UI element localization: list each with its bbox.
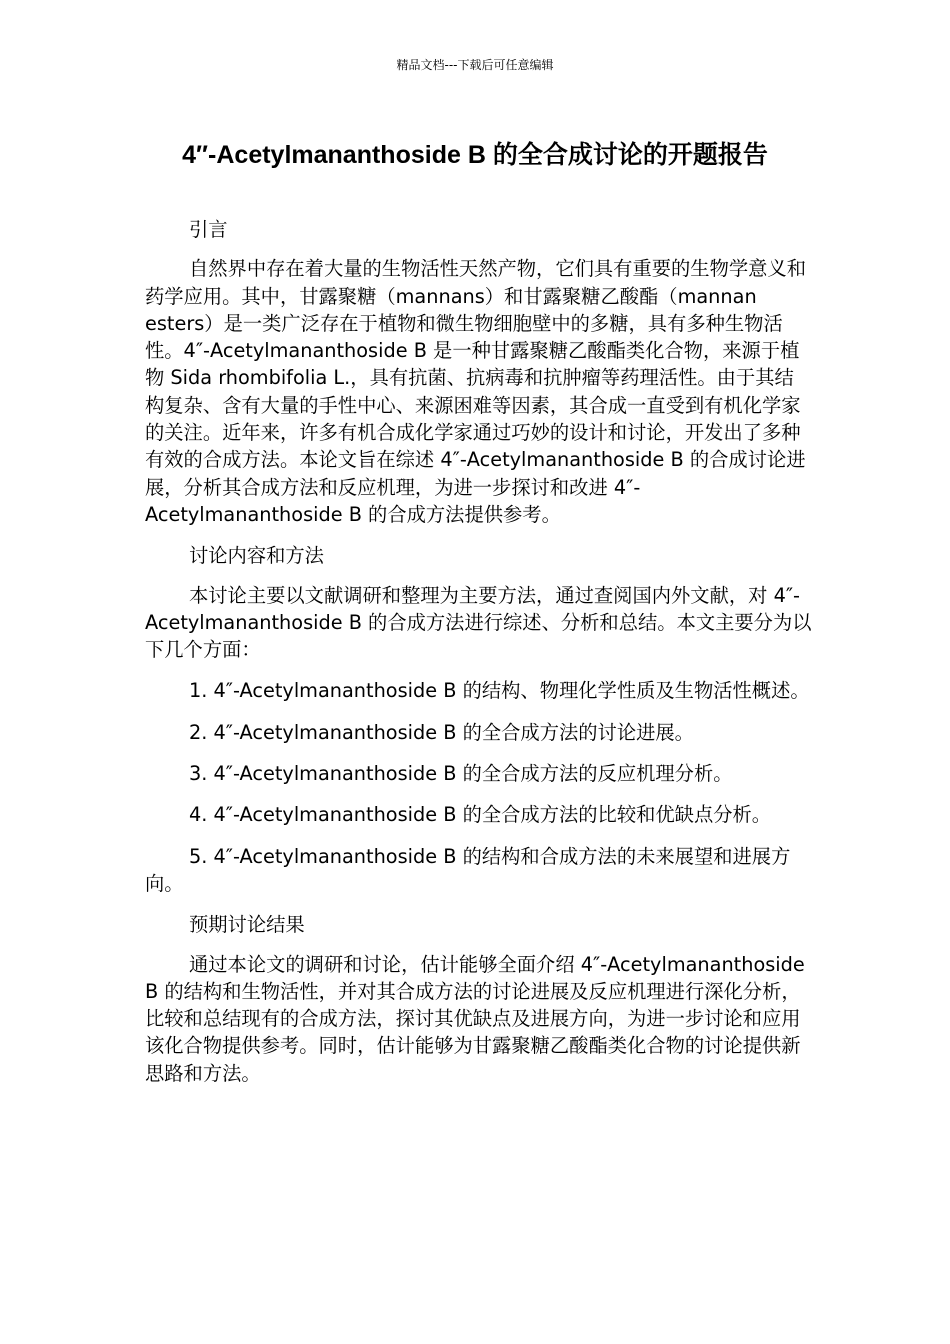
page-header: 精品文档---下载后可任意编辑 (396, 58, 554, 72)
section-heading-methods: 讨论内容和方法 (189, 544, 324, 568)
list-item: 3. 4″-Acetylmananthoside B 的全合成方法的反应机理分析。 (189, 762, 733, 786)
document-title: 4″-Acetylmananthoside B 的全合成讨论的开题报告 (182, 141, 768, 169)
document-body (145, 216, 813, 1101)
section-heading-results: 预期讨论结果 (189, 913, 305, 937)
list-item: 2. 4″-Acetylmananthoside B 的全合成方法的讨论进展。 (189, 720, 694, 744)
paragraph-results: 通过本论文的调研和讨论，估计能够全面介绍 4″-Acetylmananthoside B 的结构和生物活性，并对其合成方法的讨论进展及反应机理进行深化分析，比较和总结现有的合成方法，探讨其优缺点及进展方向，为进一步讨论和应用该化合物提供参考。同时，估计能够为甘露聚糖乙酸酯类化合物的讨论提供新思路和方法。 (145, 952, 805, 1085)
list-item: 1. 4″-Acetylmananthoside B 的结构、物理化学性质及生物活性概述。 (189, 679, 810, 703)
list-item: 5. 4″-Acetylmananthoside B 的结构和合成方法的未来展望和进展方向。 (145, 844, 791, 895)
list-item: 4. 4″-Acetylmananthoside B 的全合成方法的比较和优缺点分析。 (189, 803, 772, 827)
paragraph-intro: 自然界中存在着大量的生物活性天然产物，它们具有重要的生物学意义和药学应用。其中，甘露聚糖（mannans）和甘露聚糖乙酸酯（mannan esters）是一类广泛存在于植物和微生物细胞壁中的多糖，具有多种生物活性。4″-Acetylmananthoside B 是一种甘露聚糖乙酸酯类化合物，来源于植物 Sida rhombifolia L.，具有抗菌、抗病毒和抗肿瘤等药理活性。由于其结构复杂、含有大量的手性中心、来源困难等因素，其合成一直受到有机化学家的关注。近年来，许多有机合成化学家通过巧妙的设计和讨论，开发出了多种有效的合成方法。本论文旨在综述 4″-Acetylmananthoside B 的合成讨论进展，分析其合成方法和反应机理，为进一步探讨和改进 4″-Acetylmananthoside B 的合成方法提供参考。 (145, 257, 806, 526)
paragraph-methods: 本讨论主要以文献调研和整理为主要方法，通过查阅国内外文献，对 4″-Acetylmananthoside B 的合成方法进行综述、分析和总结。本文主要分为以下几个方面： (145, 583, 812, 662)
section-heading-intro: 引言 (189, 218, 228, 241)
